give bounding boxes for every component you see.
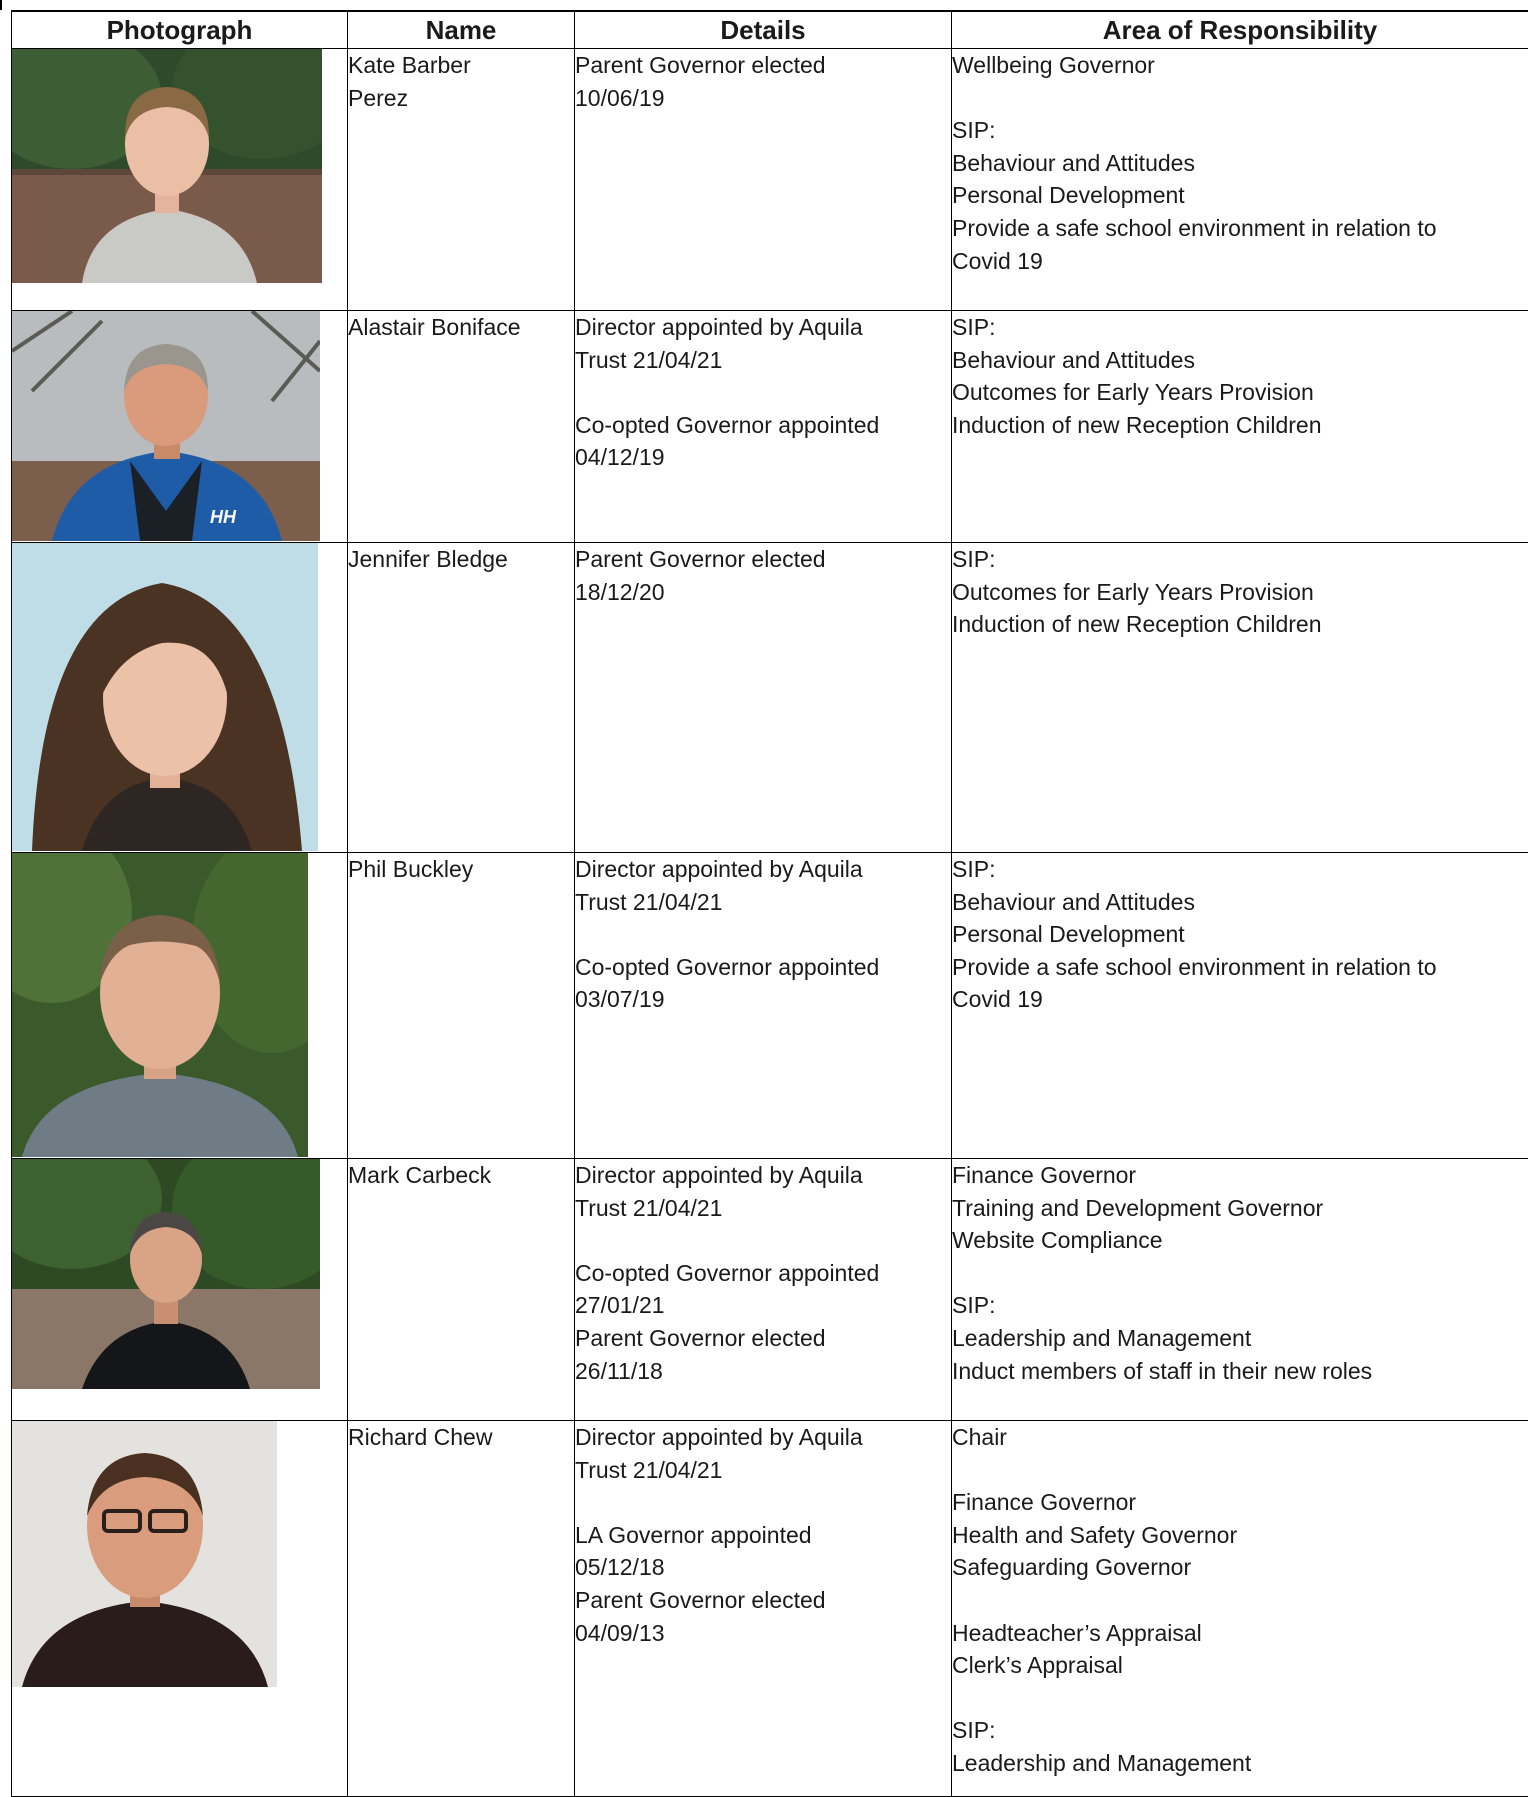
governor-photo	[12, 311, 320, 541]
table-header-row	[12, 11, 1528, 49]
governor-photo	[12, 853, 308, 1157]
governor-responsibilities: Chair Finance Governor Health and Safety Governor Safeguarding Governor Headteacher’s Appraisal Clerk’s Appraisal SIP: Leadership and Management	[952, 1421, 1528, 1797]
governor-responsibilities: SIP: Behaviour and Attitudes Outcomes for Early Years Provision Induction of new Reception Children	[952, 311, 1528, 543]
governor-name: Mark Carbeck	[348, 1159, 575, 1421]
photo-cell	[12, 1159, 348, 1421]
governor-name: Jennifer Bledge	[348, 543, 575, 853]
governor-details: Parent Governor elected 10/06/19	[575, 49, 952, 311]
governor-photo	[12, 543, 318, 851]
governor-details: Director appointed by Aquila Trust 21/04/21 LA Governor appointed 05/12/18 Parent Governor elected 04/09/13	[575, 1421, 952, 1797]
governors-table	[11, 10, 1528, 1797]
header-area-of-responsibility: Area of Responsibility	[952, 11, 1528, 49]
photo-cell	[12, 1421, 348, 1797]
governor-name: Phil Buckley	[348, 853, 575, 1159]
header-name: Name	[348, 11, 575, 49]
governor-photo	[12, 1421, 277, 1687]
governor-responsibilities: SIP: Outcomes for Early Years Provision Induction of new Reception Children	[952, 543, 1528, 853]
governor-details: Parent Governor elected 18/12/20	[575, 543, 952, 853]
jacket-logo: HH	[210, 507, 237, 527]
governor-details: Director appointed by Aquila Trust 21/04/21 Co-opted Governor appointed 04/12/19	[575, 311, 952, 543]
header-photograph: Photograph	[12, 11, 348, 49]
governor-photo	[12, 49, 322, 283]
governor-details: Director appointed by Aquila Trust 21/04/21 Co-opted Governor appointed 03/07/19	[575, 853, 952, 1159]
header-details: Details	[575, 11, 952, 49]
photo-cell	[12, 543, 348, 853]
governor-name: Richard Chew	[348, 1421, 575, 1797]
governor-responsibilities: SIP: Behaviour and Attitudes Personal Development Provide a safe school environment in relation to Covid 19	[952, 853, 1528, 1159]
table-row	[12, 543, 1528, 853]
photo-cell	[12, 49, 348, 311]
photo-cell	[12, 853, 348, 1159]
photo-cell	[12, 311, 348, 543]
governor-responsibilities: Wellbeing Governor SIP: Behaviour and Attitudes Personal Development Provide a safe school environment in relation to Covid 19	[952, 49, 1528, 311]
table-row	[12, 853, 1528, 1159]
table-row	[12, 49, 1528, 311]
table-row	[12, 1421, 1528, 1797]
governor-details: Director appointed by Aquila Trust 21/04/21 Co-opted Governor appointed 27/01/21 Parent Governor elected 26/11/18	[575, 1159, 952, 1421]
page-border	[0, 0, 14, 10]
governor-photo	[12, 1159, 320, 1389]
governor-responsibilities: Finance Governor Training and Development Governor Website Compliance SIP: Leadership and Management Induct members of staff in their new roles	[952, 1159, 1528, 1421]
table-row	[12, 311, 1528, 543]
governor-name: Alastair Boniface	[348, 311, 575, 543]
table-row	[12, 1159, 1528, 1421]
governor-name: Kate Barber Perez	[348, 49, 575, 311]
